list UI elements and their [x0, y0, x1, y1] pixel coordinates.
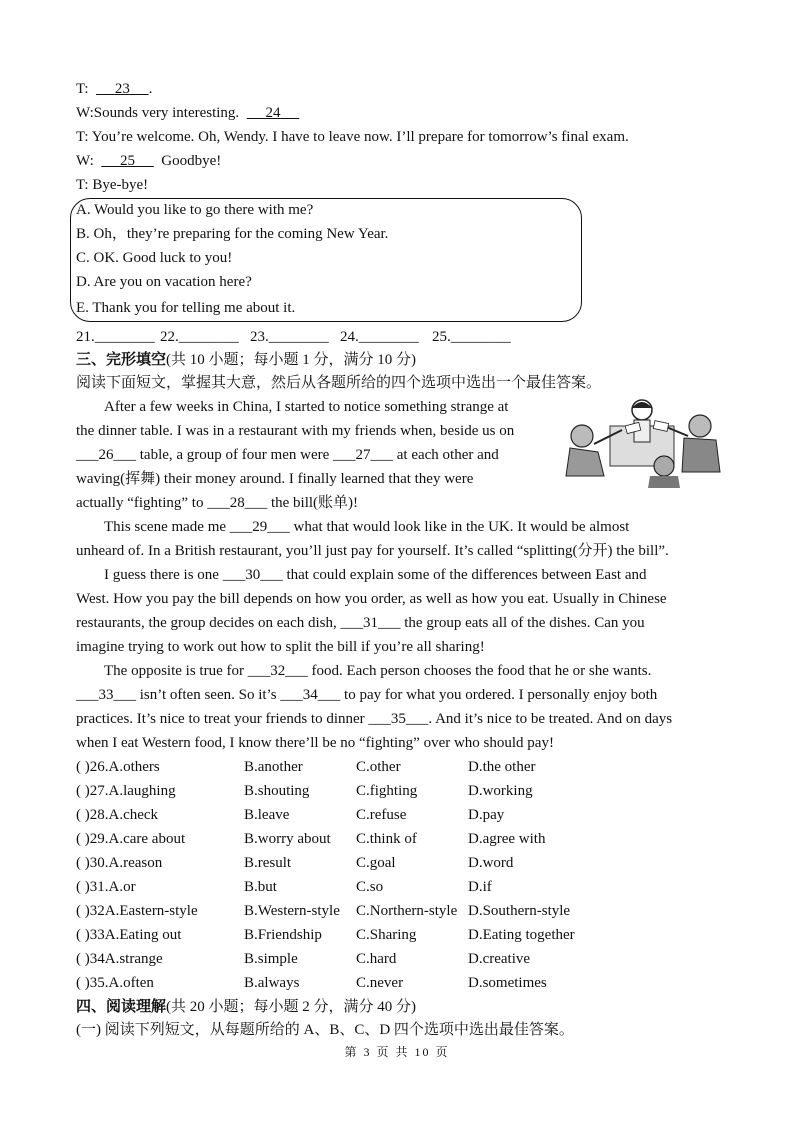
answer-23[interactable]: 23.________	[250, 329, 329, 345]
question-number[interactable]: ( )33A.Eating out	[76, 927, 182, 943]
option-a-text: A.Eastern-style	[104, 903, 198, 919]
option-c-text: C.goal	[356, 855, 396, 871]
question-number[interactable]: ( )34A.strange	[76, 951, 163, 967]
question-number[interactable]: ( )30.A.reason	[76, 855, 163, 871]
answer-25[interactable]: 25.________	[432, 329, 511, 345]
question-number[interactable]: ( )29.A.care about	[76, 831, 186, 847]
question-number[interactable]: ( )28.A.check	[76, 807, 159, 823]
option-a-text: A.laughing	[108, 783, 176, 799]
option-c-text: C.hard	[356, 951, 397, 967]
question-number[interactable]: ( )35.A.often	[76, 975, 154, 991]
question-number[interactable]: ( )31.A.or	[76, 879, 136, 895]
option-d-text: D.sometimes	[468, 975, 547, 991]
page-footer: 第 3 页 共 10 页	[344, 1045, 450, 1059]
option-a-text: A.strange	[104, 951, 163, 967]
passage-line-14: practices. It’s nice to treat your friends to dinner ___35___. And it’s nice to be treated. And on days	[76, 711, 673, 727]
option-b-text: B.shouting	[244, 783, 310, 799]
restaurant-illustration	[560, 396, 724, 488]
dialogue-line-3: T: You’re welcome. Oh, Wendy. I have to leave now. I’ll prepare for tomorrow’s final exam.	[76, 129, 629, 145]
question-number[interactable]: ( )32A.Eastern-style	[76, 903, 198, 919]
option-a-text: A.care about	[108, 831, 186, 847]
option-d-text: D.Eating together	[468, 927, 575, 943]
passage-line-4: waving(挥舞) their money around. I finally learned that they were	[76, 471, 474, 487]
passage-line-7: unheard of. In a British restaurant, you’ll just pay for yourself. It’s called “splitting(分开) the bill”.	[76, 543, 669, 559]
passage-line-8: I guess there is one ___30___ that could explain some of the differences between East and	[104, 567, 647, 583]
option-c-text: C.Sharing	[356, 927, 417, 943]
option-d-text: D.the other	[468, 759, 536, 775]
passage-line-3: ___26___ table, a group of four men were ___27___ at each other and	[76, 447, 499, 463]
answer-22[interactable]: 22.________	[160, 329, 239, 345]
option-c-text: C.fighting	[356, 783, 418, 799]
option-a-text: A.check	[108, 807, 159, 823]
option-a-text: A.often	[108, 975, 154, 991]
option-c-text: C.Northern-style	[356, 903, 458, 919]
option-a-text: A.others	[108, 759, 160, 775]
option-b-text: B.leave	[244, 807, 290, 823]
question-number[interactable]: ( )26.A.others	[76, 759, 160, 775]
option-d-text: D.if	[468, 879, 492, 895]
blank-24: 24	[265, 105, 281, 121]
question-number[interactable]: ( )27.A.laughing	[76, 783, 176, 799]
section3-instruction: 阅读下面短文，掌握其大意，然后从各题所给的四个选项中选出一个最佳答案。	[76, 375, 602, 391]
option-c-text: C.so	[356, 879, 384, 895]
option-d-text: D.pay	[468, 807, 505, 823]
answer-21[interactable]: 21.________	[76, 329, 155, 345]
option-c-text: C.other	[356, 759, 401, 775]
option-d-text: D.Southern-style	[468, 903, 571, 919]
option-b: B. Oh，they’re preparing for the coming New Year.	[76, 226, 389, 242]
section4-heading: 四、阅读理解(共 20 小题；每小题 2 分，满分 40 分)	[76, 999, 417, 1015]
passage-line-5: actually “fighting” to ___28___ the bill(账单)!	[76, 495, 359, 511]
option-c-text: C.think of	[356, 831, 417, 847]
option-e: E. Thank you for telling me about it.	[76, 300, 296, 316]
option-c: C. OK. Good luck to you!	[76, 250, 233, 266]
dialogue-line-5: T: Bye-bye!	[76, 177, 149, 193]
option-a-text: A.Eating out	[104, 927, 182, 943]
option-b-text: B.worry about	[244, 831, 331, 847]
passage-line-6: This scene made me ___29___ what that would look like in the UK. It would be almost	[104, 519, 630, 535]
option-b-text: B.Western-style	[244, 903, 340, 919]
option-a-text: A.reason	[108, 855, 163, 871]
dialogue-line-2: W:Sounds very interesting. 24	[76, 104, 299, 122]
section4-instruction: (一) 阅读下列短文，从每题所给的 A、B、C、D 四个选项中选出最佳答案。	[76, 1022, 574, 1038]
dialogue-line-4: W: 25 Goodbye!	[76, 153, 222, 169]
option-d: D. Are you on vacation here?	[76, 274, 252, 290]
option-b-text: B.always	[244, 975, 300, 991]
option-d-text: D.word	[468, 855, 514, 871]
option-c-text: C.never	[356, 975, 404, 991]
option-a-text: A.or	[108, 879, 136, 895]
passage-line-12: The opposite is true for ___32___ food. Each person chooses the food that he or she wants.	[104, 663, 652, 679]
passage-line-10: restaurants, the group decides on each dish, ___31___ the group eats all of the dishes. Can you	[76, 615, 645, 631]
option-b-text: B.another	[244, 759, 303, 775]
option-d-text: D.creative	[468, 951, 531, 967]
section3-heading: 三、完形填空(共 10 小题；每小题 1 分，满分 10 分)	[76, 352, 417, 368]
option-d-text: D.working	[468, 783, 533, 799]
option-b-text: B.simple	[244, 951, 298, 967]
passage-line-15: when I eat Western food, I know there’ll be no “fighting” over who should pay!	[76, 735, 554, 751]
blank-23: 23	[114, 81, 130, 97]
blank-25: 25	[120, 153, 136, 169]
option-d-text: D.agree with	[468, 831, 546, 847]
passage-line-9: West. How you pay the bill depends on how you order, as well as how you eat. Usually in Chinese	[76, 591, 667, 607]
option-a: A. Would you like to go there with me?	[76, 202, 314, 218]
passage-line-13: ___33___ isn’t often seen. So it’s ___34___ to pay for what you ordered. I personally enjoy both	[76, 687, 658, 703]
option-b-text: B.but	[244, 879, 277, 895]
passage-line-1: After a few weeks in China, I started to notice something strange at	[104, 399, 509, 415]
option-c-text: C.refuse	[356, 807, 407, 823]
passage-line-2: the dinner table. I was in a restaurant with my friends when, beside us on	[76, 423, 515, 439]
option-b-text: B.Friendship	[244, 927, 322, 943]
dialogue-line-1: T: 23 .	[76, 81, 153, 97]
option-b-text: B.result	[244, 855, 292, 871]
passage-line-11: imagine trying to work out how to split the bill if you’re all sharing!	[76, 639, 485, 655]
answer-24[interactable]: 24.________	[340, 329, 419, 345]
